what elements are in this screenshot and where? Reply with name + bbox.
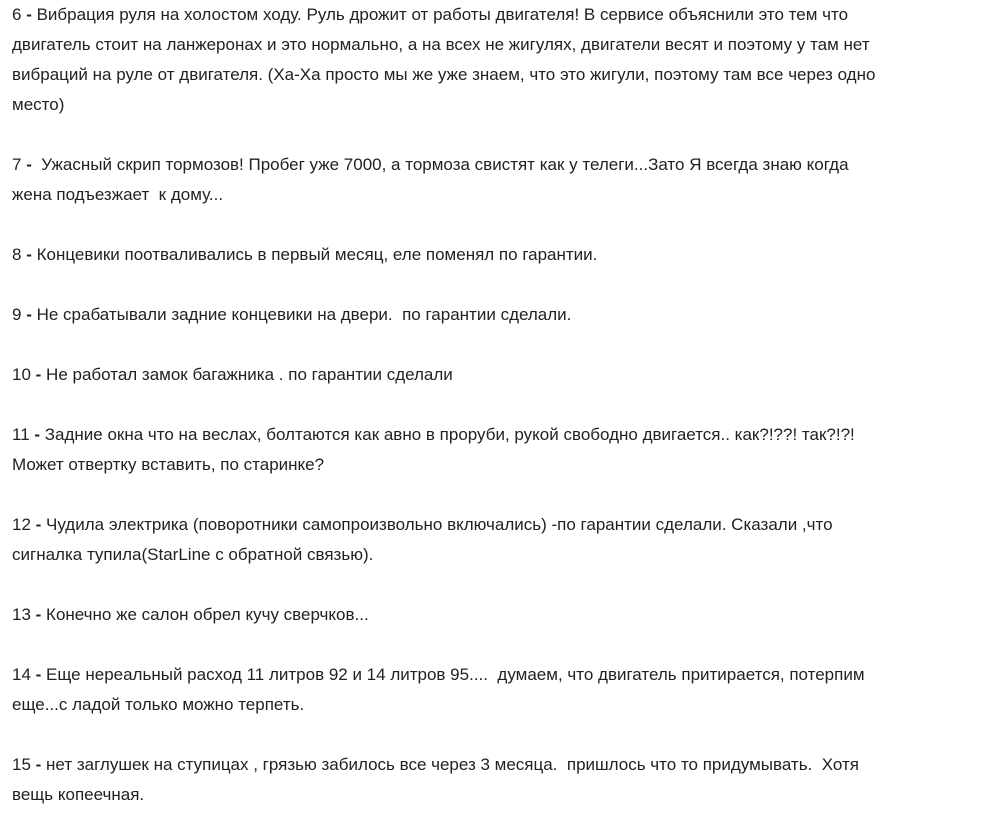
item-text: Вибрация руля на холостом ходу. Руль дрожит от работы двигателя! В сервисе объяснили это тем что	[31, 5, 849, 24]
item-line	[12, 660, 990, 690]
item-line	[12, 510, 990, 540]
list-item	[12, 0, 990, 120]
item-line	[12, 600, 990, 630]
item-number: 15	[12, 755, 31, 774]
item-line: сигналка тупила(StarLine с обратной связью).	[12, 545, 374, 564]
item-separator: -	[30, 515, 42, 534]
item-text: Концевики поотваливались в первый месяц, еле поменял по гарантии.	[31, 245, 598, 264]
item-line: жена подъезжает к дому...	[12, 185, 224, 204]
item-line: вибраций на руле от двигателя. (Ха-Ха просто мы же уже знаем, что это жигули, поэтому там все через одно	[12, 65, 876, 84]
item-text: Задние окна что на веслах, болтаются как авно в проруби, рукой свободно двигается.. как?!??! так?!?!	[40, 425, 855, 444]
item-number: 6	[12, 5, 22, 24]
item-number: 10	[12, 365, 31, 384]
item-separator: -	[21, 305, 32, 324]
item-text: нет заглушек на ступицах , грязью забилось все через 3 месяца. пришлось что то придумывать. Хотя	[41, 755, 859, 774]
item-text: Не срабатывали задние концевики на двери. по гарантии сделали.	[31, 305, 572, 324]
item-separator: -	[21, 155, 32, 174]
list-item	[12, 150, 990, 210]
list-item	[12, 360, 990, 390]
item-line	[12, 0, 990, 30]
item-number: 13	[12, 605, 31, 624]
item-number: 14	[12, 665, 31, 684]
item-text: Не работал замок багажника . по гарантии сделали	[41, 365, 453, 384]
item-text: Еще нереальный расход 11 литров 92 и 14 литров 95.... думаем, что двигатель притирается, потерпим	[41, 665, 865, 684]
item-number: 8	[12, 245, 22, 264]
item-number: 12	[12, 515, 31, 534]
list-item	[12, 510, 990, 570]
item-separator: -	[29, 425, 41, 444]
item-line	[12, 420, 990, 450]
item-line: еще...с ладой только можно терпеть.	[12, 695, 305, 714]
item-line	[12, 300, 990, 330]
item-line: вещь копеечная.	[12, 785, 145, 804]
item-line	[12, 750, 990, 780]
item-separator: -	[30, 365, 42, 384]
item-separator: -	[21, 245, 32, 264]
item-number: 7	[12, 155, 22, 174]
item-separator: -	[21, 5, 32, 24]
item-line: Может отвертку вставить, по старинке?	[12, 455, 325, 474]
list-item	[12, 750, 990, 810]
item-text: Чудила электрика (поворотники самопроизвольно включались) -по гарантии сделали. Сказали ,что	[41, 515, 833, 534]
item-line: двигатель стоит на ланжеронах и это нормально, а на всех не жигулях, двигатели весят и поэтому у там нет	[12, 35, 870, 54]
item-text: Конечно же салон обрел кучу сверчков...	[41, 605, 369, 624]
list-item	[12, 300, 990, 330]
item-separator: -	[30, 665, 42, 684]
list-item	[12, 600, 990, 630]
item-line	[12, 240, 990, 270]
item-separator: -	[30, 755, 42, 774]
list-item	[12, 420, 990, 480]
item-number: 11	[12, 425, 30, 444]
item-number: 9	[12, 305, 22, 324]
list-item	[12, 240, 990, 270]
item-line	[12, 360, 990, 390]
document-body	[12, 0, 990, 840]
item-text: Ужасный скрип тормозов! Пробег уже 7000, а тормоза свистят как у телеги...Зато Я всегда знаю когда	[31, 155, 849, 174]
item-separator: -	[30, 605, 42, 624]
item-line	[12, 150, 990, 180]
item-line: место)	[12, 95, 65, 114]
list-item	[12, 660, 990, 720]
